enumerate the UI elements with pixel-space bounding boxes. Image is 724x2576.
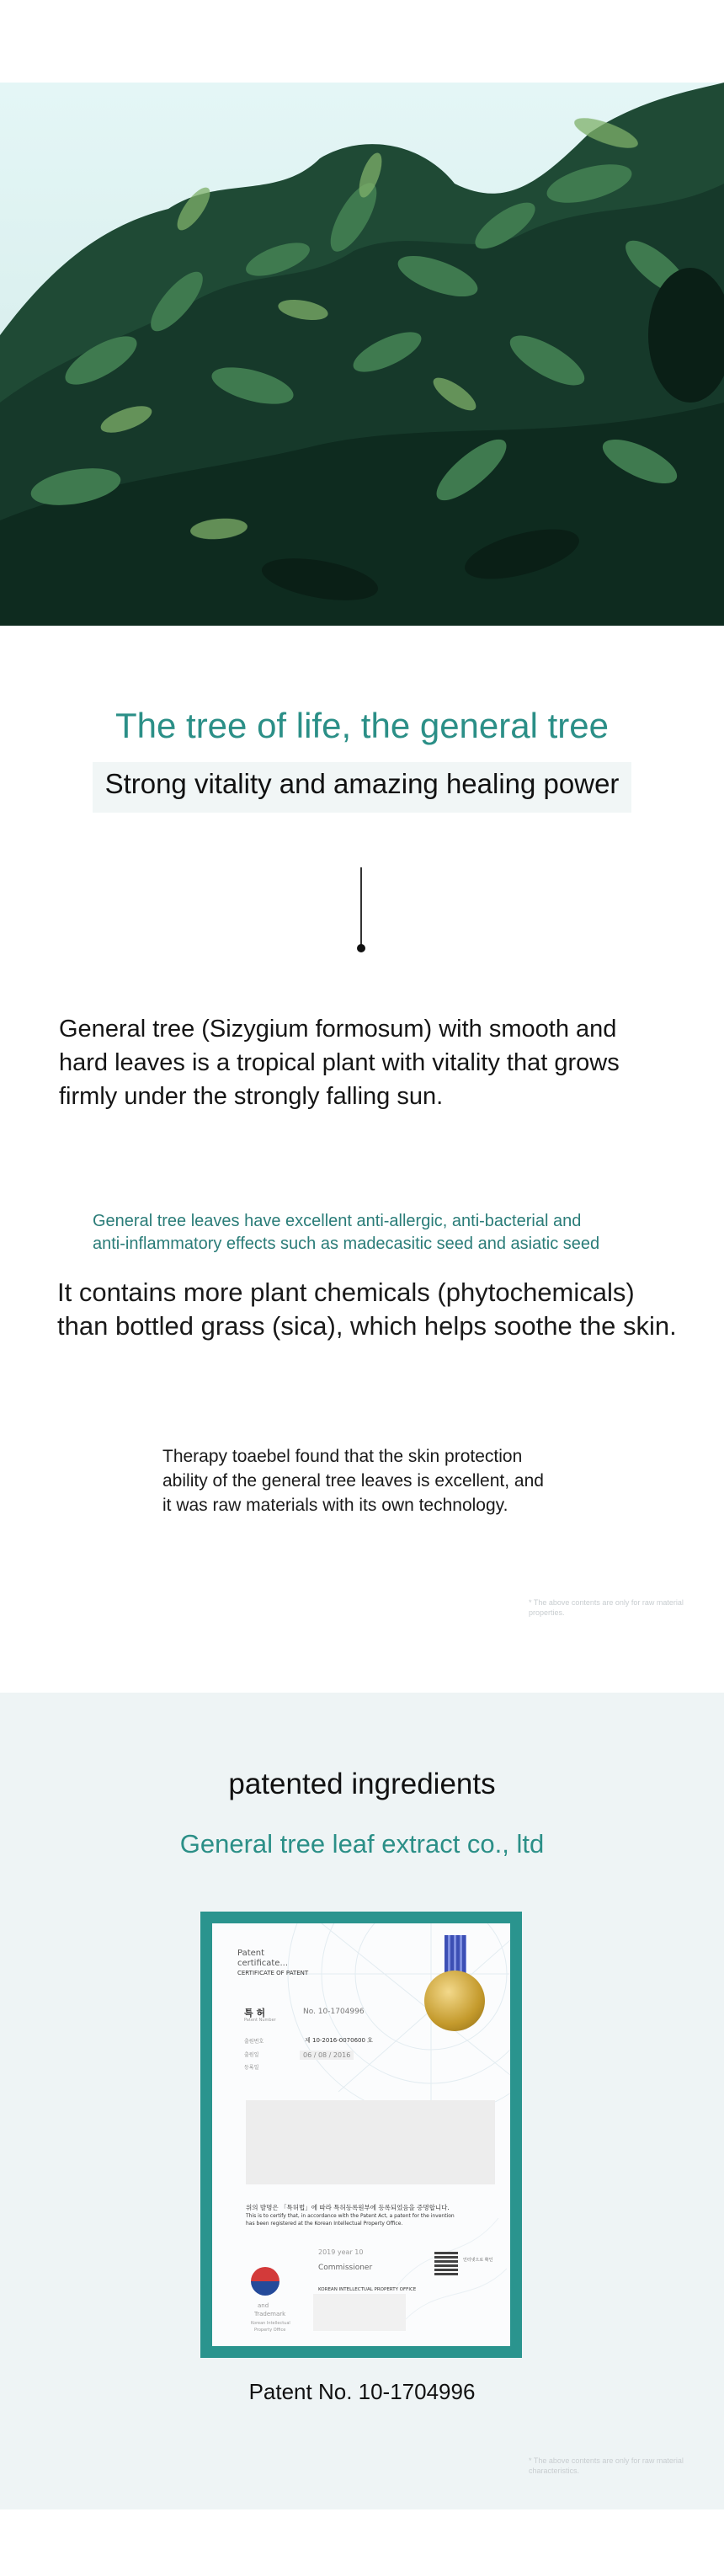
- patent-title: patented ingredients: [228, 1768, 496, 1800]
- disclaimer-note: * The above contents are only for raw material characteristics.: [529, 2456, 684, 2475]
- logo-caption: Korean Intellectual: [251, 2321, 290, 2326]
- cert-commissioner: Commissioner: [318, 2264, 373, 2272]
- text-line: it was raw materials with its own technology.: [162, 1496, 508, 1515]
- cert-en-statement: This is to certify that, in accordance with the Patent Act, a patent for the invention: [246, 2213, 455, 2219]
- cert-app-no: 제 10-2016-0070600 호: [305, 2037, 373, 2044]
- cert-field-label: Patent Number: [244, 2018, 276, 2023]
- logo-caption: Trademark: [254, 2311, 286, 2317]
- cert-patent-no: No. 10-1704996: [303, 2008, 365, 2016]
- highlight-paragraph: [93, 1210, 648, 1256]
- cert-header: certificate...: [237, 1959, 288, 1968]
- cert-office: KOREAN INTELLECTUAL PROPERTY OFFICE: [318, 2287, 417, 2292]
- cert-kr-statement: 위의 발명은 「특허법」에 따라 특허등록원부에 등록되었음을 증명합니다.: [246, 2204, 450, 2211]
- cert-field-label: 등록일: [244, 2065, 259, 2071]
- redacted-block: [246, 2100, 495, 2184]
- qr-code-icon: [434, 2252, 458, 2275]
- logo-caption: and: [258, 2302, 269, 2309]
- text-line: anti-inflammatory effects such as madecasitic seed and asiatic seed: [93, 1235, 600, 1253]
- divider-dot: [357, 944, 365, 952]
- cert-field-label: 출원일: [244, 2052, 259, 2058]
- description-paragraph-1: [59, 1012, 665, 1113]
- cert-field-label: 출원번호: [244, 2039, 264, 2045]
- cert-kr-label: 특 허: [244, 2008, 266, 2019]
- patent-subtitle: General tree leaf extract co., ltd: [179, 1829, 545, 1859]
- korea-emblem-icon: [251, 2267, 279, 2296]
- description-paragraph-3: [162, 1444, 575, 1517]
- patent-number: Patent No. 10-1704996: [248, 2379, 476, 2404]
- text-line: General tree (Sizygium formosum) with smooth and: [59, 1016, 617, 1043]
- text-line: It contains more plant chemicals (phytochemicals): [57, 1277, 635, 1307]
- text-line: firmly under the strongly falling sun.: [59, 1083, 444, 1110]
- text-line: General tree leaves have excellent anti-allergic, anti-bacterial and: [93, 1212, 582, 1230]
- redacted-signature: [313, 2294, 406, 2331]
- text-line: Therapy toaebel found that the skin protection: [162, 1447, 523, 1466]
- text-line: hard leaves is a tropical plant with vitality that grows: [59, 1049, 620, 1076]
- cert-en-statement: has been registered at the Korean Intellectual Property Office.: [246, 2221, 403, 2227]
- section-title: The tree of life, the general tree: [114, 706, 609, 745]
- text-line: than bottled grass (sica), which helps soothe the skin.: [57, 1311, 677, 1341]
- gold-seal-icon: [424, 1971, 485, 2031]
- hero-foliage-image: [0, 83, 724, 626]
- description-paragraph-2: [57, 1276, 697, 1343]
- divider-line: [360, 867, 362, 947]
- disclaimer-note: * The above contents are only for raw material properties.: [529, 1598, 684, 1617]
- patent-certificate: [212, 1923, 510, 2346]
- cert-header-en: CERTIFICATE OF PATENT: [237, 1970, 309, 1976]
- cert-header: Patent: [237, 1949, 265, 1958]
- cert-date: 06 / 08 / 2016: [300, 2051, 354, 2060]
- qr-caption: 인터넷으로 확인: [463, 2258, 493, 2263]
- foliage-illustration: [0, 83, 724, 626]
- logo-caption: Property Office: [254, 2328, 286, 2333]
- section-subtitle: Strong vitality and amazing healing power: [104, 768, 620, 799]
- cert-year: 2019 year 10: [318, 2248, 364, 2256]
- text-line: ability of the general tree leaves is excellent, and: [162, 1471, 544, 1491]
